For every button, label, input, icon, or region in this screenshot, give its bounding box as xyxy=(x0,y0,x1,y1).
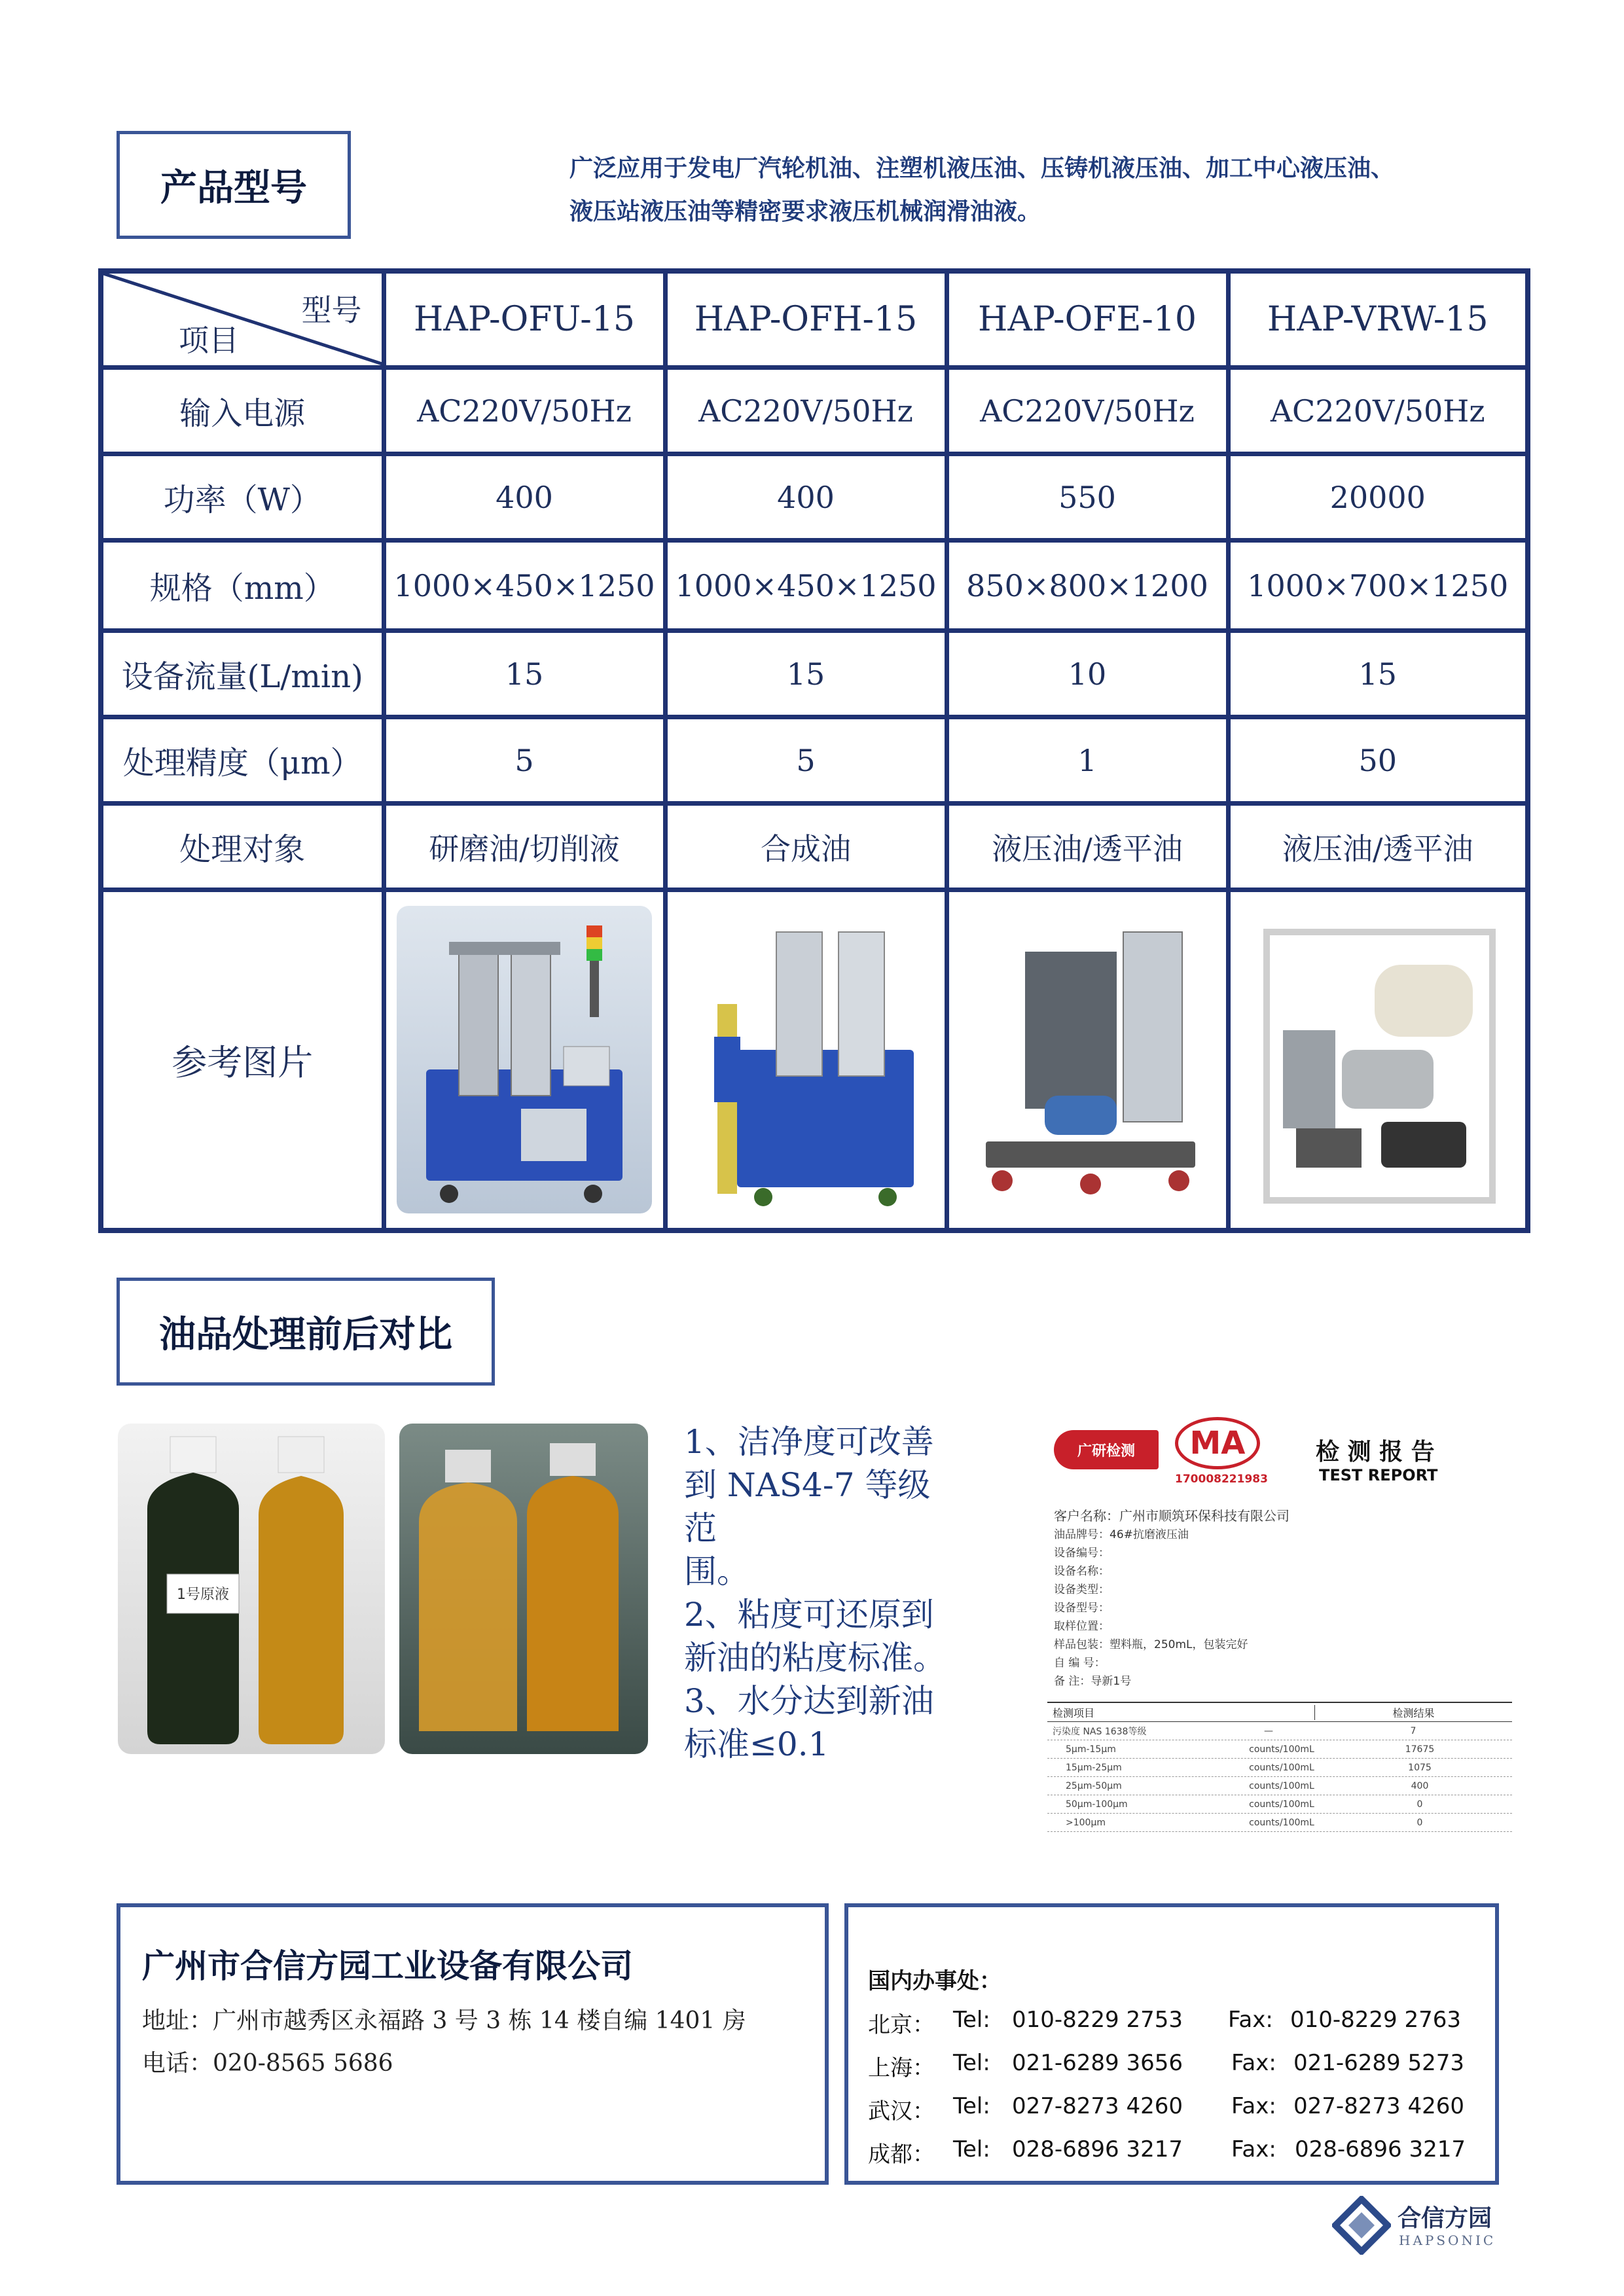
results-row xyxy=(1047,1795,1512,1814)
table-cell: 15 xyxy=(665,631,947,717)
table-cell: AC220V/50Hz xyxy=(947,368,1228,454)
office-tel-label: Tel: xyxy=(953,2093,990,2119)
table-cell: 550 xyxy=(947,454,1228,541)
office-fax: 028-6896 3217 xyxy=(1295,2136,1466,2162)
company-info-box xyxy=(117,1903,829,2185)
bottle-label-text: 1号原液 xyxy=(177,1587,229,1603)
logo-en-text: HAPSONIC xyxy=(1399,2233,1496,2248)
results-row xyxy=(1047,1814,1512,1832)
office-fax-label: Fax: xyxy=(1228,2007,1273,2033)
results-value: 7 xyxy=(1410,1725,1416,1736)
test-report-image xyxy=(1041,1407,1519,1905)
company-phone: 电话：020-8565 5686 xyxy=(142,2050,393,2077)
benefit-line: 到 NAS4-7 等级范 xyxy=(684,1466,931,1547)
company-name: 广州市合信方园工业设备有限公司 xyxy=(142,1947,633,1985)
results-value: 1075 xyxy=(1408,1762,1432,1773)
row-label: 输入电源 xyxy=(101,368,384,454)
table-cell: 液压油/透平油 xyxy=(947,804,1228,890)
table-cell: 1000×450×1250 xyxy=(665,541,947,631)
results-unit: counts/100mL xyxy=(1249,1762,1314,1773)
section-title-text: 油品处理前后对比 xyxy=(159,1313,452,1356)
lab-logo-text: 广研检测 xyxy=(1077,1443,1135,1460)
table-cell: 15 xyxy=(1228,631,1528,717)
note-value: 导新1号 xyxy=(1091,1675,1132,1688)
office-city: 上海： xyxy=(868,2055,935,2081)
table-cell: 850×800×1200 xyxy=(947,541,1228,631)
table-row-photos xyxy=(101,890,1528,1230)
results-item: 25μm-50μm xyxy=(1066,1780,1122,1791)
note-label: 备 注： xyxy=(1054,1675,1091,1688)
hapsonic-logo xyxy=(1332,2196,1502,2261)
results-item: 15μm-25μm xyxy=(1066,1762,1122,1773)
benefit-line: 标准≤0.1 xyxy=(684,1725,829,1763)
office-tel: 027-8273 4260 xyxy=(1012,2093,1183,2119)
intro-line-1: 广泛应用于发电厂汽轮机油、注塑机液压油、压铸机液压油、加工中心液压油、 xyxy=(569,155,1395,182)
cma-number: 170008221983 xyxy=(1175,1473,1268,1486)
office-tel-label: Tel: xyxy=(953,2136,990,2162)
corner-model-label: 型号 xyxy=(301,293,362,328)
oil-value: 46#抗磨液压油 xyxy=(1110,1528,1189,1541)
hapsonic-logo-icon xyxy=(1332,2196,1391,2255)
office-tel: 021-6289 3656 xyxy=(1012,2050,1183,2076)
results-item: 污染度 NAS 1638等级 xyxy=(1053,1726,1147,1737)
office-fax-label: Fax: xyxy=(1231,2093,1276,2119)
office-tel: 028-6896 3217 xyxy=(1012,2136,1183,2162)
results-row xyxy=(1047,1777,1512,1795)
benefit-line: 2、粘度可还原到 xyxy=(684,1596,934,1634)
benefit-line: 1、洁净度可改善 xyxy=(684,1423,934,1461)
machine-photo-ofh xyxy=(678,906,933,1213)
bottle-photo-before-after-1 xyxy=(118,1424,385,1754)
machine-photo-ofu xyxy=(397,906,652,1213)
corner-cell xyxy=(101,271,384,368)
model-header: HAP-OFU-15 xyxy=(384,271,665,368)
results-value: 0 xyxy=(1416,1817,1423,1828)
office-city: 成都： xyxy=(868,2142,935,2168)
results-unit: counts/100mL xyxy=(1249,1780,1314,1791)
model-header: HAP-VRW-15 xyxy=(1228,271,1528,368)
results-header-item: 检测项目 xyxy=(1053,1706,1095,1719)
table-cell: 400 xyxy=(384,454,665,541)
office-fax: 010-8229 2763 xyxy=(1290,2007,1462,2033)
table-cell: AC220V/50Hz xyxy=(384,368,665,454)
field-label: 设备型号： xyxy=(1054,1602,1110,1615)
benefit-line: 围。 xyxy=(684,1552,749,1590)
results-item: 5μm-15μm xyxy=(1066,1744,1116,1755)
table-cell: 20000 xyxy=(1228,454,1528,541)
results-value: 17675 xyxy=(1405,1744,1435,1755)
model-header: HAP-OFH-15 xyxy=(665,271,947,368)
table-cell: 5 xyxy=(665,717,947,804)
office-city: 北京： xyxy=(868,2012,935,2038)
table-row xyxy=(101,368,1528,454)
corner-item-label: 项目 xyxy=(179,323,239,358)
photo-cell xyxy=(384,890,665,1230)
table-cell: AC220V/50Hz xyxy=(665,368,947,454)
machine-photo-vrw xyxy=(1250,906,1506,1213)
table-cell: 15 xyxy=(384,631,665,717)
pack-label: 样品包装： xyxy=(1054,1638,1110,1651)
cma-logo xyxy=(1175,1417,1260,1469)
results-row xyxy=(1047,1740,1512,1759)
office-tel-label: Tel: xyxy=(953,2050,990,2076)
office-fax-label: Fax: xyxy=(1231,2050,1276,2076)
table-cell: 1000×450×1250 xyxy=(384,541,665,631)
row-label: 处理对象 xyxy=(101,804,384,890)
lab-logo xyxy=(1054,1430,1159,1469)
field-label: 设备类型： xyxy=(1054,1583,1110,1596)
office-fax: 027-8273 4260 xyxy=(1293,2093,1465,2119)
field-label: 自 编 号： xyxy=(1054,1657,1106,1670)
report-results-table xyxy=(1047,1702,1512,1832)
table-row xyxy=(101,454,1528,541)
table-row xyxy=(101,804,1528,890)
office-tel: 010-8229 2753 xyxy=(1012,2007,1183,2033)
field-label: 设备编号： xyxy=(1054,1547,1110,1560)
benefits-list xyxy=(684,1420,959,1766)
field-label: 取样位置： xyxy=(1054,1620,1110,1633)
benefit-line: 3、水分达到新油 xyxy=(684,1682,934,1720)
table-row xyxy=(101,541,1528,631)
results-unit: counts/100mL xyxy=(1249,1799,1314,1810)
table-cell: 研磨油/切削液 xyxy=(384,804,665,890)
field-label: 设备名称： xyxy=(1054,1565,1110,1578)
section-title-text: 产品型号 xyxy=(160,166,307,209)
results-unit: counts/100mL xyxy=(1249,1744,1314,1755)
office-tel-label: Tel: xyxy=(953,2007,990,2033)
table-cell: 5 xyxy=(384,717,665,804)
results-unit: counts/100mL xyxy=(1249,1817,1314,1828)
results-unit: — xyxy=(1264,1725,1273,1736)
spec-table xyxy=(98,268,1530,1233)
table-cell: 1000×700×1250 xyxy=(1228,541,1528,631)
photo-cell xyxy=(1228,890,1528,1230)
intro-text xyxy=(569,147,1486,234)
photo-cell xyxy=(665,890,947,1230)
table-cell: 液压油/透平油 xyxy=(1228,804,1528,890)
table-header-row xyxy=(101,271,1528,368)
table-cell: 1 xyxy=(947,717,1228,804)
oil-label: 油品牌号： xyxy=(1054,1528,1110,1541)
company-address: 地址：广州市越秀区永福路 3 号 3 栋 14 楼自编 1401 房 xyxy=(142,2007,746,2034)
office-fax-label: Fax: xyxy=(1231,2136,1276,2162)
offices-title: 国内办事处： xyxy=(868,1968,1001,1994)
table-row xyxy=(101,631,1528,717)
table-cell: 合成油 xyxy=(665,804,947,890)
row-label: 功率（W） xyxy=(101,454,384,541)
bottle-photo-before-after-2 xyxy=(399,1424,648,1754)
results-header-value: 检测结果 xyxy=(1314,1705,1512,1720)
results-value: 0 xyxy=(1416,1799,1423,1810)
office-city: 武汉： xyxy=(868,2098,935,2125)
section-title-oil-comparison xyxy=(117,1278,495,1386)
pack-value: 塑料瓶，250mL，包装完好 xyxy=(1110,1638,1248,1651)
photo-cell xyxy=(947,890,1228,1230)
results-row xyxy=(1047,1759,1512,1777)
intro-line-2: 液压站液压油等精密要求液压机械润滑油液。 xyxy=(569,198,1041,225)
results-row xyxy=(1047,1722,1512,1740)
table-cell: 10 xyxy=(947,631,1228,717)
benefit-line: 新油的粘度标准。 xyxy=(684,1639,946,1677)
client-value: 广州市顺筑环保科技有限公司 xyxy=(1119,1508,1290,1524)
row-label: 设备流量(L/min) xyxy=(101,631,384,717)
client-label: 客户名称： xyxy=(1054,1508,1119,1524)
row-label: 处理精度（μm） xyxy=(101,717,384,804)
cma-logo-text: MA xyxy=(1189,1425,1246,1462)
logo-cn-text: 合信方园 xyxy=(1398,2204,1492,2232)
report-title-en: TEST REPORT xyxy=(1319,1466,1438,1484)
offices-box xyxy=(844,1903,1499,2185)
results-item: 50μm-100μm xyxy=(1066,1799,1128,1810)
model-header: HAP-OFE-10 xyxy=(947,271,1228,368)
section-title-product-models xyxy=(117,131,351,239)
row-label: 规格（mm） xyxy=(101,541,384,631)
results-item: >100μm xyxy=(1066,1817,1106,1828)
office-fax: 021-6289 5273 xyxy=(1293,2050,1465,2076)
results-value: 400 xyxy=(1411,1780,1429,1791)
table-cell: 400 xyxy=(665,454,947,541)
machine-photo-ofe xyxy=(960,906,1215,1213)
table-cell: AC220V/50Hz xyxy=(1228,368,1528,454)
row-label: 参考图片 xyxy=(101,890,384,1230)
report-title-cn: 检 测 报 告 xyxy=(1316,1439,1435,1465)
table-row xyxy=(101,717,1528,804)
table-cell: 50 xyxy=(1228,717,1528,804)
